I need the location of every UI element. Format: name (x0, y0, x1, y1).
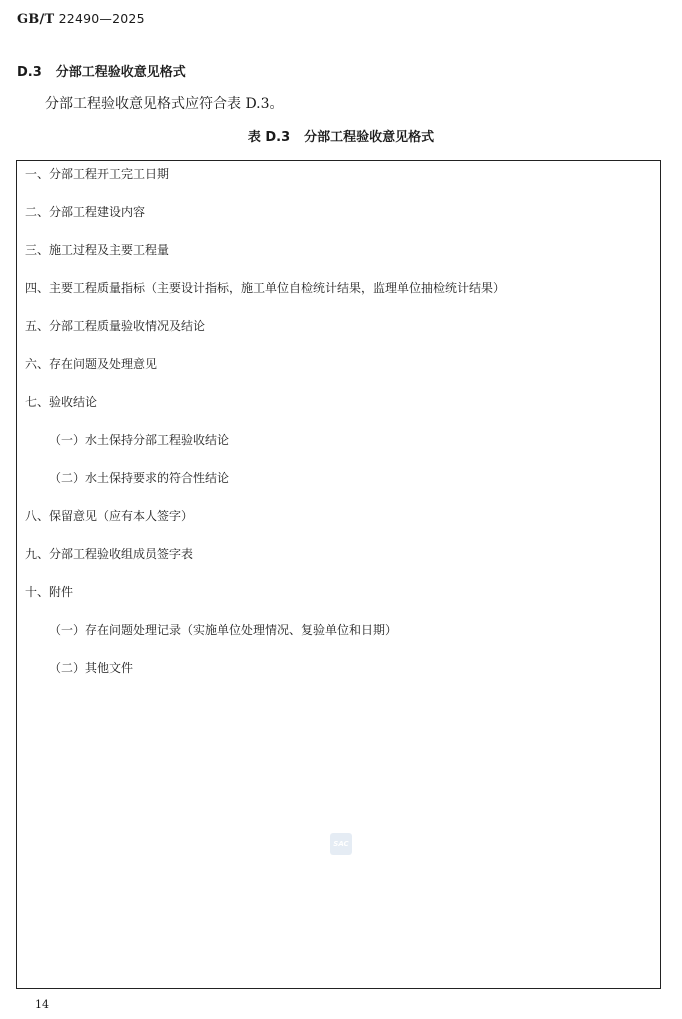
form-item-1: 一、分部工程开工完工日期 (25, 167, 170, 181)
form-item-7: 七、验收结论 (25, 395, 98, 409)
sac-watermark-logo: SAC (330, 833, 352, 855)
form-subitem-10-2: （二）其他文件 (49, 661, 134, 675)
form-item-2: 二、分部工程建设内容 (25, 205, 146, 219)
section-heading (17, 61, 186, 80)
page-number: 14 (35, 998, 49, 1011)
form-subitem-7-2: （二）水土保持要求的符合性结论 (49, 471, 230, 485)
form-table (16, 160, 661, 989)
form-item-6: 六、存在问题及处理意见 (25, 357, 158, 371)
standard-code-header (17, 11, 145, 27)
table-caption (0, 126, 682, 145)
standard-prefix: GB/T (17, 12, 55, 27)
form-item-5: 五、分部工程质量验收情况及结论 (25, 319, 206, 333)
standard-number: 22490—2025 (58, 11, 145, 26)
table-title: 分部工程验收意见格式 (304, 130, 435, 145)
form-subitem-7-1: （一）水土保持分部工程验收结论 (49, 433, 230, 447)
form-item-3: 三、施工过程及主要工程量 (25, 243, 170, 257)
table-number: 表 D.3 (247, 130, 291, 145)
body-paragraph: 分部工程验收意见格式应符合表 D.3。 (45, 96, 284, 112)
section-title: 分部工程验收意见格式 (55, 65, 186, 80)
form-item-9: 九、分部工程验收组成员签字表 (25, 547, 194, 561)
form-item-4: 四、主要工程质量指标（主要设计指标，施工单位自检统计结果，监理单位抽检统计结果） (25, 281, 506, 295)
form-item-8: 八、保留意见（应有本人签字） (25, 509, 194, 523)
form-subitem-10-1: （一）存在问题处理记录（实施单位处理情况、复验单位和日期） (49, 623, 398, 637)
section-number: D.3 (17, 65, 42, 80)
form-item-10: 十、附件 (25, 585, 74, 599)
